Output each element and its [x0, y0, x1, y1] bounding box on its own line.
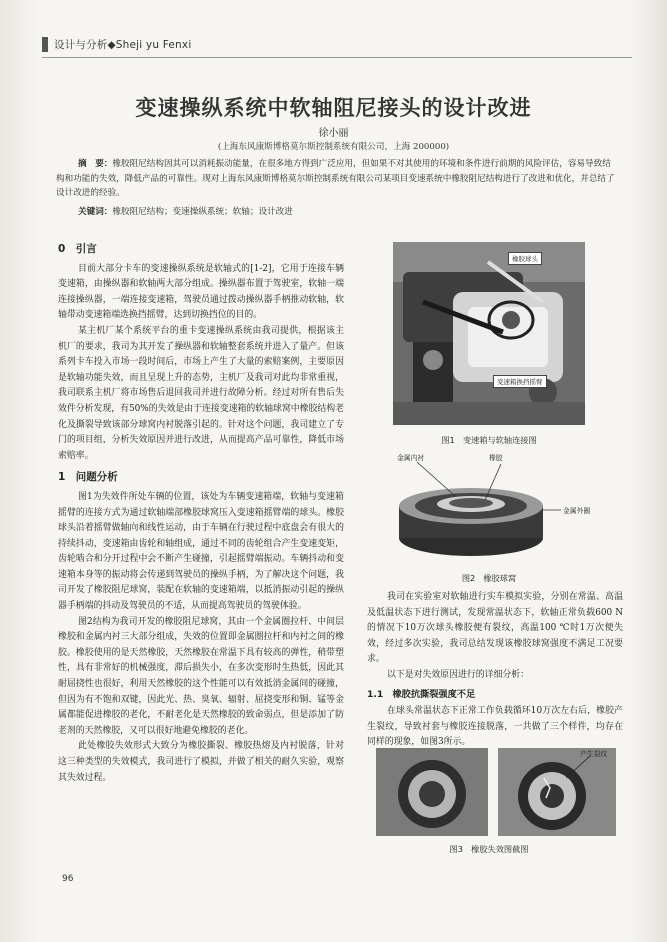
header-text: 设计与分析◆Sheji yu Fenxi — [54, 39, 192, 51]
abstract-label: 摘 要： — [78, 159, 113, 169]
figure-2-diagram — [393, 452, 593, 564]
article-author: 徐小丽 — [318, 128, 349, 139]
header-marker — [42, 37, 48, 52]
fig2-label-metal-inner-liner: 金属内衬 — [397, 454, 425, 462]
fig1-label-rubber-ball-head: 橡胶球头 — [508, 252, 542, 265]
paragraph: 图2结构为我司开发的橡胶阻尼球窝，其由一个金属圈拉杆、中间层橡胶和金属内衬三大部分组成，失效的位置即金属圈拉杆和内衬之间的橡胶。橡胶使用的是天然橡胶，天然橡胶在常温下具有较高的弹性，稍带塑性，具有非常好的机械强度，滞后损失小，在多次变形时生热低，因此其耐屈挠性也很好，利用天然橡胶的这个性能可以有效抵消金属间的碰撞，但因为有不饱和双键，因此光、热、臭氧、辐射、屈挠变形和铜、锰等金属都能促进橡胶的老化，不耐老化是天然橡胶的致命弱点，但是添加了防老剂的天然橡胶，又可以很好地避免橡胶的老化。 — [58, 616, 344, 736]
fig1-label-shift-arm: 变速箱换挡摇臂 — [493, 375, 547, 388]
fig2-label-metal-outer-ring: 金属外圈 — [563, 507, 591, 515]
section-0-heading: 0 引言 — [58, 243, 97, 255]
figure-2-caption: 图2 橡胶球窝 — [461, 573, 517, 583]
fig3-label-crack: 产生裂纹 — [580, 750, 608, 758]
abstract-text: 橡胶阻尼结构因其可以消耗振动能量，在很多地方得到广泛应用，但如果不对其使用的环境和条件进行前期的风险评估，容易导致结构和功能的失效，降低产品的可靠性。现对上海东风康斯博格莫尔斯控制系统有限公司某项目变速系统中橡胶阻尼结构进行了改进和优化，并总结了设计改进的经验。 — [56, 159, 615, 198]
right-column — [367, 590, 623, 751]
figure-3-caption: 图3 橡胶失效图截图 — [449, 844, 529, 854]
keywords — [78, 205, 293, 217]
section-1-1-heading: 1.1 橡胶抗撕裂强度不足 — [367, 688, 476, 700]
section-1-heading: 1 问题分析 — [58, 471, 118, 484]
keywords-label: 关键词： — [78, 207, 113, 217]
failed-rubber-photos — [376, 748, 616, 836]
figure-1-photo — [393, 242, 585, 425]
paragraph: 以下是对失效原因进行的详细分析： — [387, 669, 529, 680]
header-rule — [42, 57, 632, 58]
paragraph: 目前大部分卡车的变速操纵系统是软轴式的[1-2]，它用于连接车辆变速箱，由操纵器和软轴两大部分组成。操纵器布置于驾驶室，软轴一端连接操纵器，一端连接变速箱，驾驶员通过拨动操纵器手柄推动软轴，软轴带动变速箱端选换挡摇臂，达到切换挡位的目的。 — [58, 263, 344, 321]
paragraph: 此处橡胶失效形式大致分为橡胶撕裂、橡胶热熔及内衬脱落，针对这三种类型的失效模式，我司进行了模拟，并做了相关的耐久实验，观察其失效过程。 — [58, 741, 344, 783]
paragraph: 图1为失效件所处车辆的位置，该处为车辆变速箱端，软轴与变速箱摇臂的连接方式为通过软轴端部橡胶球窝压入变速箱摇臂端的球头。橡胶球头沿着摇臂做轴向和线性运动，由于车辆在行驶过程中底盘会有很大的持续抖动，变速箱由齿轮和轴组成，通过不同的齿轮组合产生变速变矩，齿轮啮合和分开过程中会不断产生碰撞，引起摇臂端振动。车辆抖动和变速箱本身等的振动将会传递到驾驶员的操纵手柄，为了解决这个问题，我司开发了橡胶阻尼球窝，装配在软轴的变速箱端，以抵消振动引起的操纵器手柄端的抖动及驾驶员的不适，从而提高驾驶员的驾驶体验。 — [58, 491, 344, 612]
fig2-label-rubber: 橡胶 — [489, 454, 503, 462]
figure-3-photos — [376, 748, 616, 836]
figure-1-caption: 图1 变速箱与软轴连接图 — [441, 435, 537, 445]
paragraph: 在球头常温状态下正常工作负载循环10万次左右后，橡胶产生裂纹，导致衬套与橡胶连接脱落，一共做了三个样件，均存在同样的现象，如图3所示。 — [367, 706, 623, 748]
paragraph: 某主机厂某个系统平台的重卡变速操纵系统由我司提供，根据该主机厂的要求，我司为其开发了操纵器和软轴整套系统并进入了量产。但该系列卡车投入市场一段时间后，市场上产生了大量的索赔案例，主要原因是软轴功能失效，而且呈现上升的态势，主机厂及我司对此均非常重视，我司联系主机厂将市场售后退回我司并进行故障分析。经过对所有售后失效件分析发现，有50%的失效是由于连接变速箱的软轴球窝中橡胶结构老化及撕裂导致该部分球窝内衬脱落引起的。针对这个问题，我司建立了专门的项目组，分析失效原因并进行改进，从而提高产品可靠性，降低市场索赔率。 — [58, 325, 344, 461]
gearbox-photo-illustration — [393, 242, 585, 425]
article-title: 变速操纵系统中软轴阻尼接头的设计改进 — [135, 96, 532, 120]
abstract — [56, 157, 616, 201]
paragraph: 我司在实验室对软轴进行实车模拟实验，分别在常温、高温及低温状态下进行测试，发现常温状态下，软轴正常负载600 N的情况下10万次球头橡胶便有裂纹，高温100 ℃时1万次便失效，经过多次实验，我司总结发现该橡胶球窝强度不满足工况要求。 — [367, 592, 623, 665]
article-affiliation: (上海东风康斯博格莫尔斯控制系统有限公司，上海 200000) — [217, 142, 450, 152]
keywords-text: 橡胶阻尼结构；变速操纵系统；软轴；设计改进 — [112, 207, 293, 217]
running-header — [42, 37, 191, 52]
page-number: 96 — [62, 874, 74, 884]
left-column — [58, 236, 344, 786]
